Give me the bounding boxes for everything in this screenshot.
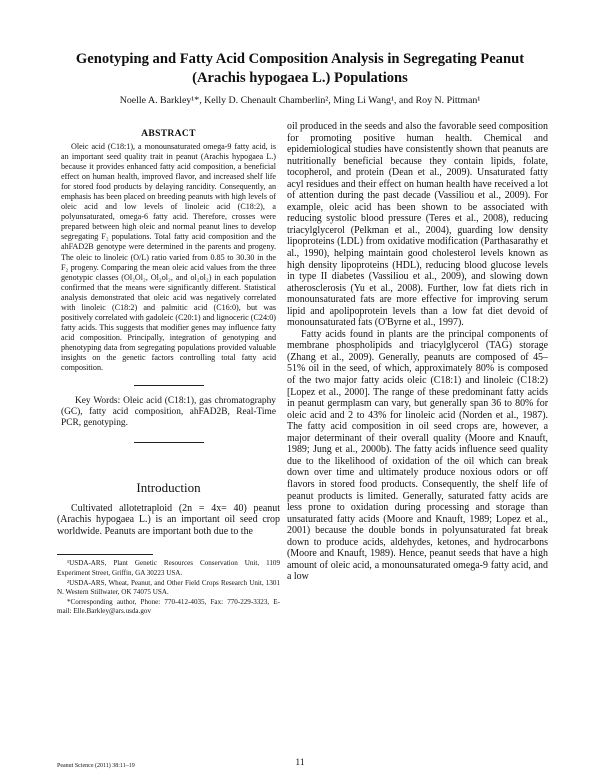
introduction-text: Cultivated allotetraploid (2n = 4x= 40) peanut (Arachis hypogaea L.) is an important oil seed crop worldwide. Peanuts are important both due to the: [57, 502, 280, 537]
body-paragraph-1: oil produced in the seeds and also the favorable seed composition for promoting positive human health. Chemical and epidemiological studies have consistently shown that peanuts are nutritionally beneficial because they contain lipids, folate, tocopherol, and protein (Dean et al., 2009). Unsaturated fatty acyl residues and their effect on human health have received a lot of attention during the past decade (Vassiliou et al., 2009). For example, oleic acid has been shown to be associated with reducing systolic blood pressure (Teres et al., 2008), reducing triacylglycerol (Pelkman et al., 2004), guarding low density lipoproteins (LDL) from oxidative modification (Parthasarathy et al., 1990), helping maintain good cholesterol levels known as high density lipoproteins (HDL), reducing blood glucose levels in type II diabetes (Vassiliou et al., 2009), and slowing down atherosclerosis (Yu et al., 2008). Further, low fat diets rich in monounsaturated fats are more effective for improving serum lipid and apolipoprotein levels than a low fat diet devoid of monounsaturated fats (O'Byrne et al., 1997).: [287, 121, 548, 329]
right-column: [287, 121, 548, 583]
journal-citation: Peanut Science (2011) 38:11–19: [57, 763, 135, 769]
paper-title: [40, 50, 560, 88]
left-column: [57, 125, 280, 617]
body-paragraph-2: Fatty acids found in plants are the principal components of membrane phospholipids and triacylglycerol (TAG) storage (Zhang et al., 2009). Generally, peanuts are composed of 45–51% oil in the seed, of which, approximately 80% is composed of the two major fatty acids oleic (C18:1) and linoleic (C18:2) [Lopez et al., 2000]. The range of these predominant fatty acids in peanut germplasm can vary, but generally span 36 to 80% for oleic acid and 2 to 43% for linoleic acid (Norden et al., 1987). The fatty acid composition in oil seed crops are, however, a major determinant of their overall quality (Moore and Knauft, 1989; Jung et al., 2000b). The fatty acids influence seed quality due to the likelihood of oxidation of the oil which can break down over time and ultimately produce noxious odors or off flavors in stored food products. Consequently, the shelf life of peanut products is limited. Generally, saturated fatty acids are less prone to oxidation during processing and storage than unsaturated fatty acids (Moore and Knauft, 1989; Lopez et al., 2001) because the double bonds in polyunsaturated fat break down to produce acids, aldehydes, ketones, and hydrocarbons (Moore and Knauft, 1989). Hence, peanut seeds that have a high amount of oleic acid, a monounsaturated omega-9 fatty acid, and a low: [287, 328, 548, 583]
abstract-text: Oleic acid (C18:1), a monounsaturated omega-9 fatty acid, is an important seed quality trait in peanut (Arachis hypogaea L.) because it provides enhanced fatty acid composition, a beneficial effect on human health, improved flavor, and increased shelf life for stored food products by delaying rancidity. Consequently, an emphasis has been placed on breeding peanuts with high levels of oleic acid and low levels of linoleic acid (C18:2), a polyunsaturated, omega-6 fatty acid. Therefore, crosses were prepared between high oleic and normal peanut lines to develop segregating F₂ populations. Total fatty acid composition and the ahFAD2B genotype were determined in the parents and progeny. The oleic to linoleic (O/L) ratio varied from 0.85 to 30.30 in the F₂ progeny. Comparing the mean oleic acid values from the three genotypic classes (Ol₂Ol₂, Ol₂ol₂, and ol₂ol₂) in each population confirmed that the means were significantly different. Statistical analysis demonstrated that oleic acid was negatively correlated with linoleic (C18:2) and palmitic acid (C16:0), but was positively correlated with gadoleic (C20:1) and lignoceric (C24:0) fatty acids. This suggests that modifier genes may influence fatty acid composition. Principally, integration of genotyping and phenotyping data from segregating populations provided valuable insights on the genetic factors controlling total fatty acid composition.: [61, 142, 276, 373]
title-line-1: Genotyping and Fatty Acid Composition Analysis in Segregating Peanut: [75, 51, 525, 67]
keywords-bottom-rule: [134, 442, 204, 443]
author-list: Noelle A. Barkley¹*, Kelly D. Chenault Chamberlin², Ming Li Wang¹, and Roy N. Pittman¹: [119, 95, 481, 106]
introduction-heading: Introduction: [136, 479, 201, 495]
keywords-top-rule: [134, 385, 204, 386]
abstract-heading: ABSTRACT: [141, 128, 196, 139]
footnote-affiliation-2: ²USDA-ARS, Wheat, Peanut, and Other Field Crops Research Unit, 1301 N. Western Stillwater, OK 74075 USA.: [57, 578, 280, 597]
footnote-corresponding-author: *Corresponding author, Phone: 770-412-4035, Fax: 770-229-3323, E-mail: Elle.Barkley@ars.usda.gov: [57, 597, 280, 616]
keywords: Key Words: Oleic acid (C18:1), gas chromatography (GC), fatty acid composition, ahFAD2B, Real-Time PCR, genotyping.: [61, 396, 276, 429]
page-number: 11: [295, 758, 305, 768]
title-line-2: (Arachis hypogaea L.) Populations: [192, 70, 408, 86]
footnote-rule: [57, 554, 153, 555]
footnote-affiliation-1: ¹USDA-ARS, Plant Genetic Resources Conservation Unit, 1109 Experiment Street, Griffin, GA 30223 USA.: [57, 559, 280, 577]
